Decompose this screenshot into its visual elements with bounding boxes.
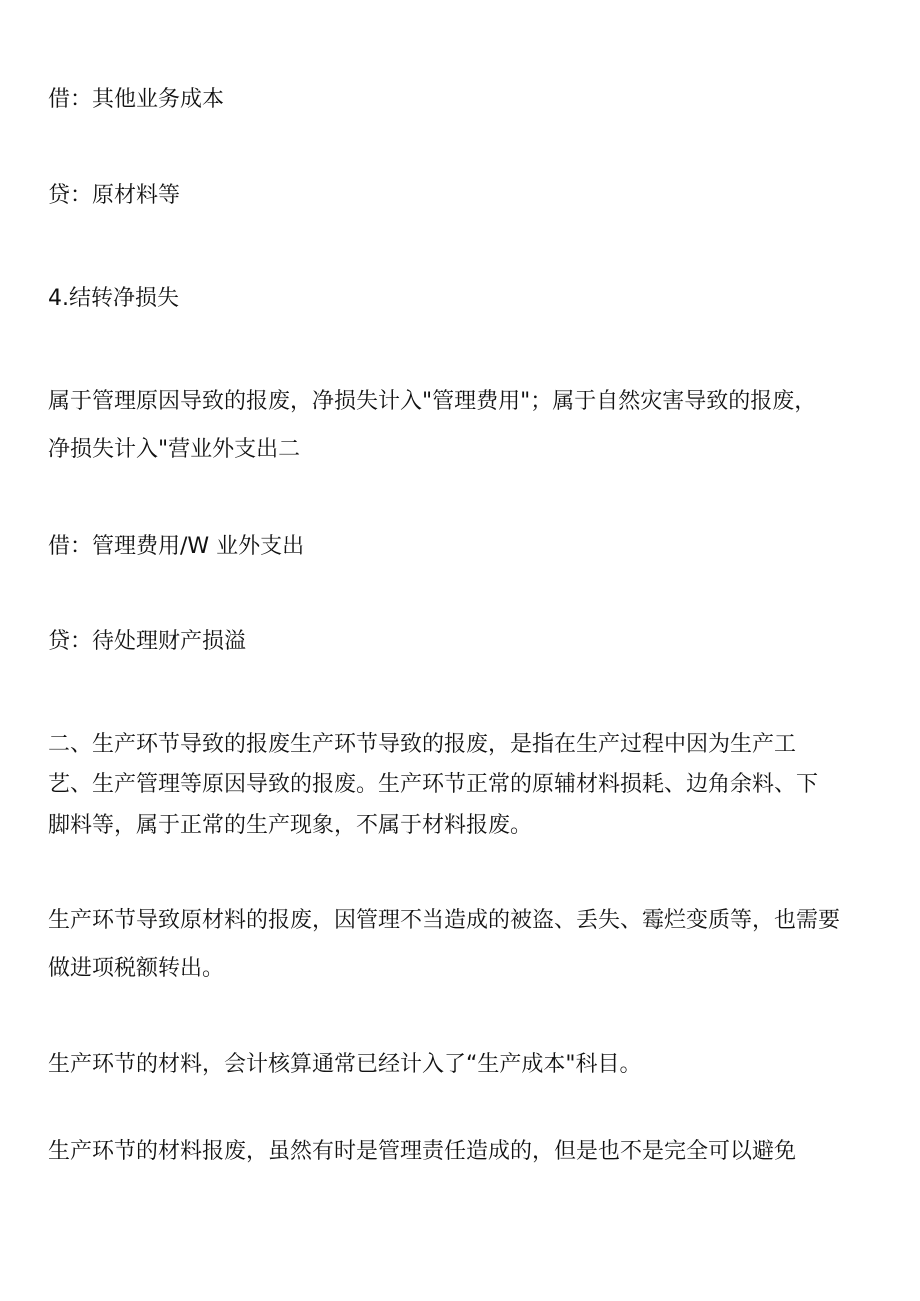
paragraph-line: 生产环节的材料报废，虽然有时是管理责任造成的，但是也不是完全可以避免	[48, 1139, 797, 1164]
credit-entry-raw-materials: 贷：原材料等	[48, 183, 181, 208]
paragraph-line: 二、生产环节导致的报废生产环节导致的报废，是指在生产过程中因为生产工	[48, 732, 797, 757]
debit-entry-other-business-cost: 借：其他业务成本	[48, 87, 225, 112]
paragraph-line: 生产环节的材料，会计核算通常已经计入了“生产成本"科目。	[48, 1052, 642, 1077]
paragraph-line: 脚料等，属于正常的生产现象，不属于材料报废。	[48, 813, 533, 838]
paragraph-line: 艺、生产管理等原因导致的报废。生产环节正常的原辅材料损耗、边角余料、下	[48, 772, 819, 797]
debit-entry-management-expense: 借：管理费用/W 业外支出	[48, 534, 305, 559]
paragraph-line: 做进项税额转出。	[48, 956, 225, 981]
paragraph-line: 净损失计入"营业外支出二	[48, 437, 301, 462]
paragraph-line: 生产环节导致原材料的报废，因管理不当造成的被盗、丢失、霉烂变质等，也需要	[48, 908, 841, 933]
section-heading-transfer-net-loss: 4.结转净损失	[48, 286, 179, 311]
credit-entry-pending-property-loss: 贷：待处理财产损溢	[48, 629, 247, 654]
paragraph-line: 属于管理原因导致的报废，净损失计入"管理费用"；属于自然灾害导致的报废，	[48, 389, 817, 414]
